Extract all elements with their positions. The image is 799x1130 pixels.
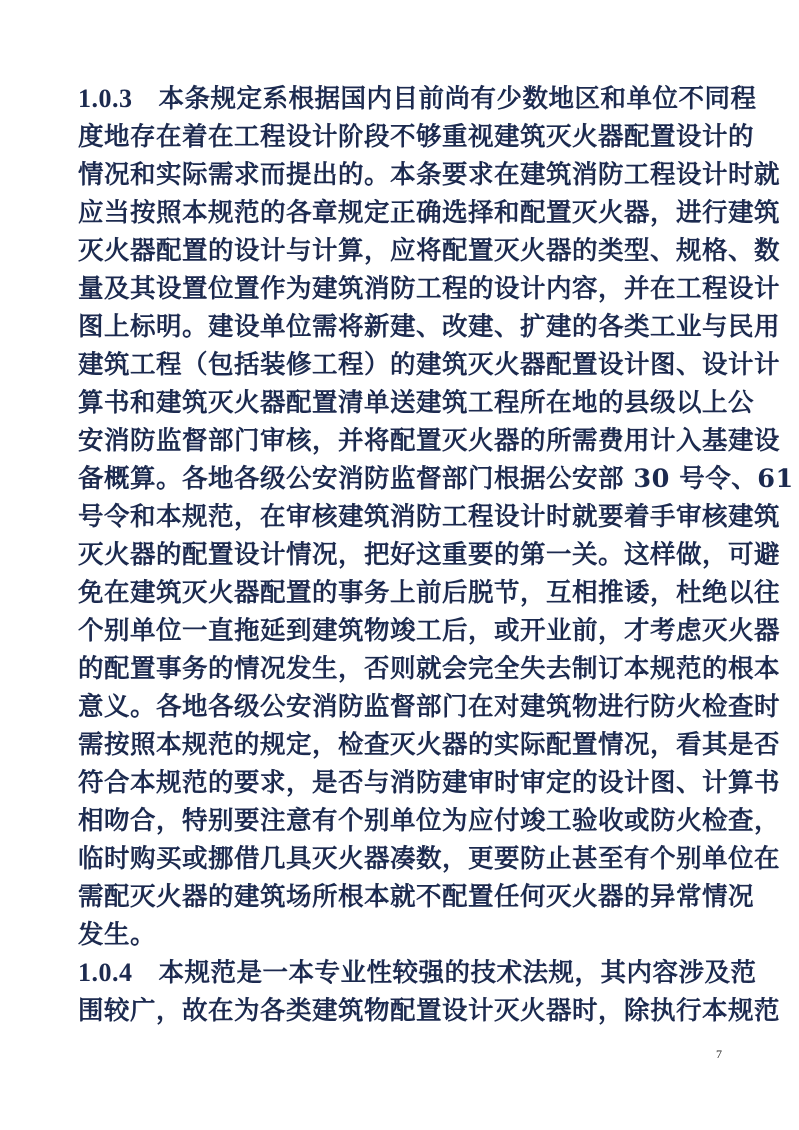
paragraph-line: 需配灭火器的建筑场所根本就不配置任何灭火器的异常情况 [78, 882, 755, 912]
paragraph-line: 符合本规范的要求，是否与消防建审时审定的设计图、计算书 [78, 768, 781, 798]
paragraph-line: 应当按照本规范的各章规定正确选择和配置灭火器，进行建筑 [78, 198, 781, 228]
paragraph-line: 灭火器的配置设计情况，把好这重要的第一关。这样做，可避 [78, 540, 781, 570]
paragraph-line: 的配置事务的情况发生，否则就会完全失去制订本规范的根本 [78, 654, 781, 684]
paragraph-line: 免在建筑灭火器配置的事务上前后脱节，互相推诿，杜绝以往 [78, 578, 781, 608]
paragraph-line: 号令和本规范，在审核建筑消防工程设计时就要着手审核建筑 [78, 502, 781, 532]
paragraph-line: 围较广，故在为各类建筑物配置设计灭火器时，除执行本规范 [78, 996, 781, 1026]
paragraph-line: 临时购买或挪借几具灭火器凑数，更要防止甚至有个别单位在 [78, 844, 781, 874]
paragraph-line: 灭火器配置的设计与计算，应将配置灭火器的类型、规格、数 [78, 236, 781, 266]
paragraph-line: 意义。各地各级公安消防监督部门在对建筑物进行防火检查时 [78, 692, 781, 722]
paragraph-line: 度地存在着在工程设计阶段不够重视建筑灭火器配置设计的 [78, 122, 755, 152]
paragraph-line: 相吻合，特别要注意有个别单位为应付竣工验收或防火检查， [78, 806, 781, 836]
section-number: 1.0.3 [78, 84, 133, 113]
paragraph-line: 安消防监督部门审核，并将配置灭火器的所需费用计入基建设 [78, 426, 781, 456]
paragraph-line: 本规范是一本专业性较强的技术法规，其内容涉及范 [158, 958, 757, 988]
paragraph-line: 图上标明。建设单位需将新建、改建、扩建的各类工业与民用 [78, 312, 781, 342]
paragraph-line: 发生。 [78, 920, 157, 950]
paragraph-line: 建筑工程（包括装修工程）的建筑灭火器配置设计图、设计计 [78, 350, 781, 380]
paragraph-line: 个别单位一直拖延到建筑物竣工后，或开业前，才考虑灭火器 [78, 616, 781, 646]
paragraph-line: 备概算。各地各级公安消防监督部门根据公安部 30 号令、61 [78, 464, 794, 494]
paragraph-line: 需按照本规范的规定，检查灭火器的实际配置情况，看其是否 [78, 730, 781, 760]
paragraph-line: 情况和实际需求而提出的。本条要求在建筑消防工程设计时就 [78, 160, 781, 190]
section-1-0-3-line-1 [78, 80, 757, 118]
paragraph-line: 本条规定系根据国内目前尚有少数地区和单位不同程 [158, 84, 757, 114]
paragraph-line: 量及其设置位置作为建筑消防工程的设计内容，并在工程设计 [78, 274, 781, 304]
page-number: 7 [716, 1047, 722, 1061]
section-number: 1.0.4 [78, 958, 133, 987]
paragraph-line: 算书和建筑灭火器配置清单送建筑工程所在地的县级以上公 [78, 388, 755, 418]
section-1-0-4-line-1 [78, 954, 757, 992]
